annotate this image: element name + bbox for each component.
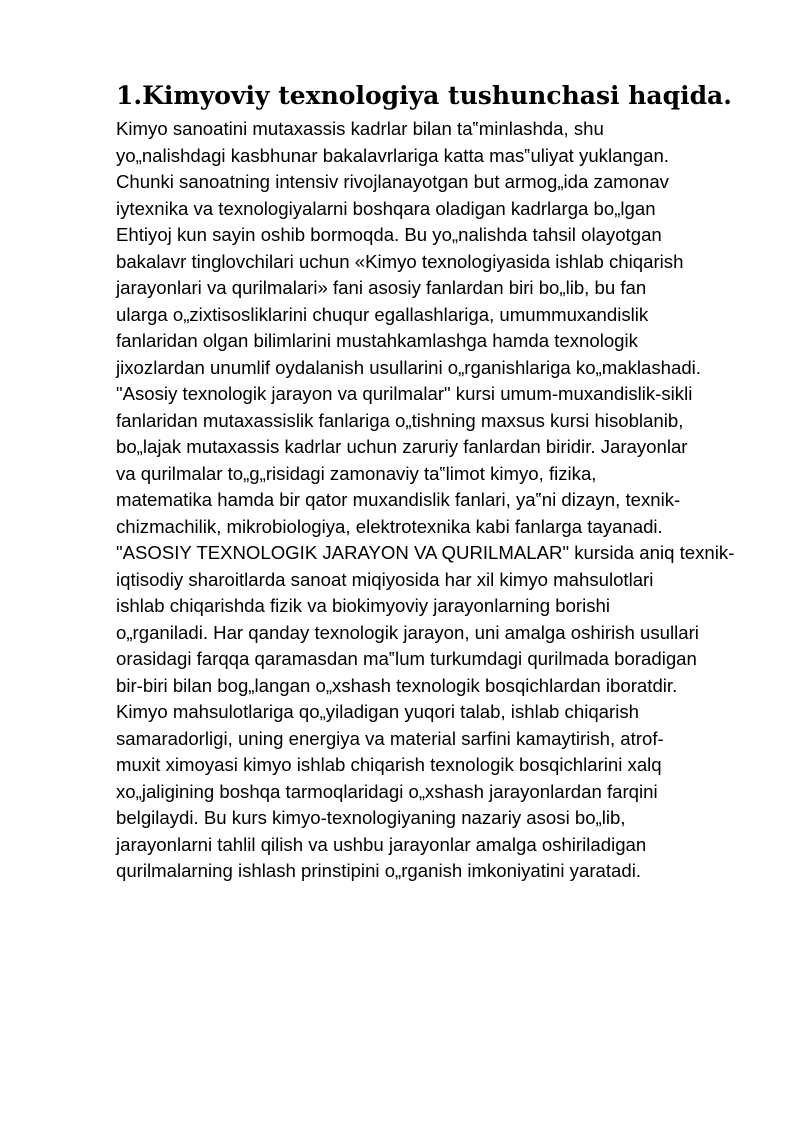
text-line: bo„lajak mutaxassis kadrlar uchun zaruriy fanlardan biridir. Jarayonlar [116, 436, 688, 457]
text-line: va qurilmalar to„g„risidagi zamonaviy ta‟limot kimyo, fizika, [116, 462, 597, 484]
text-line: bakalavr tinglovchilari uchun «Kimyo texnologiyasida ishlab chiqarish [116, 250, 684, 272]
text-line: Kimyo mahsulotlariga qo„yiladigan yuqori talab, ishlab chiqarish [116, 701, 639, 722]
text-line: xo„jaligining boshqa tarmoqlaridagi o„xshash jarayonlardan farqini [116, 780, 658, 802]
text-line: muxit ximoyasi kimyo ishlab chiqarish texnologik bosqichlarini xalq [116, 754, 662, 775]
text-line: bir-biri bilan bog„langan o„xshash texnologik bosqichlardan iboratdir. [116, 674, 678, 696]
section-heading: 1.Kimyoviy texnologiya tushunchasi haqida. [116, 81, 732, 110]
text-line: orasidagi farqqa qaramasdan ma‟lum turkumdagi qurilmada boradigan [116, 648, 697, 669]
text-line: iqtisodiy sharoitlarda sanoat miqiyosida har xil kimyo mahsulotlari [116, 568, 654, 590]
text-line: "ASOSIY TEXNOLOGIK JARAYON VA QURILMALAR" kursida aniq texnik- [116, 542, 735, 563]
body-paragraph [116, 116, 746, 885]
text-line: iytexnika va texnologiyalarni boshqara oladigan kadrlarga bo„lgan [116, 197, 656, 219]
text-line: matematika hamda bir qator muxandislik fanlari, ya‟ni dizayn, texnik- [116, 489, 681, 510]
text-line: fanlaridan olgan bilimlarini mustahkamlashga hamda texnologik [116, 330, 638, 351]
text-line: samaradorligi, uning energiya va material sarfini kamaytirish, atrof- [116, 727, 664, 749]
text-line: belgilaydi. Bu kurs kimyo-texnologiyaning nazariy asosi bo„lib, [116, 807, 626, 828]
text-line: ishlab chiqarishda fizik va biokimyoviy jarayonlarning borishi [116, 595, 610, 616]
text-line: yo„nalishdagi kasbhunar bakalavrlariga katta mas‟uliyat yuklangan. [116, 144, 669, 166]
text-line: fanlaridan mutaxassislik fanlariga o„tishning maxsus kursi hisoblanib, [116, 409, 684, 431]
text-line: o„rganiladi. Har qanday texnologik jarayon, uni amalga oshirish usullari [116, 621, 699, 643]
text-line: Kimyo sanoatini mutaxassis kadrlar bilan ta‟minlashda, shu [116, 118, 604, 139]
text-line: jixozlardan unumlif oydalanish usullarini o„rganishlariga ko„maklashadi. [116, 356, 701, 378]
text-line: "Asosiy texnologik jarayon va qurilmalar" kursi umum-muxandislik-sikli [116, 383, 693, 404]
text-line: jarayonlari va qurilmalari» fani asosiy fanlardan biri bo„lib, bu fan [116, 277, 647, 298]
text-line: qurilmalarning ishlash prinstipini o„rganish imkoniyatini yaratadi. [116, 860, 642, 881]
text-line: Chunki sanoatning intensiv rivojlanayotgan but armog„ida zamonav [116, 171, 669, 192]
text-line: Ehtiyoj kun sayin oshib bormoqda. Bu yo„nalishda tahsil olayotgan [116, 224, 662, 245]
text-line: jarayonlarni tahlil qilish va ushbu jarayonlar amalga oshiriladigan [116, 833, 647, 855]
document-page [116, 78, 746, 885]
text-line: chizmachilik, mikrobiologiya, elektrotexnika kabi fanlarga tayanadi. [116, 515, 663, 537]
text-line: ularga o„zixtisosliklarini chuqur egallashlariga, umummuxandislik [116, 303, 649, 325]
